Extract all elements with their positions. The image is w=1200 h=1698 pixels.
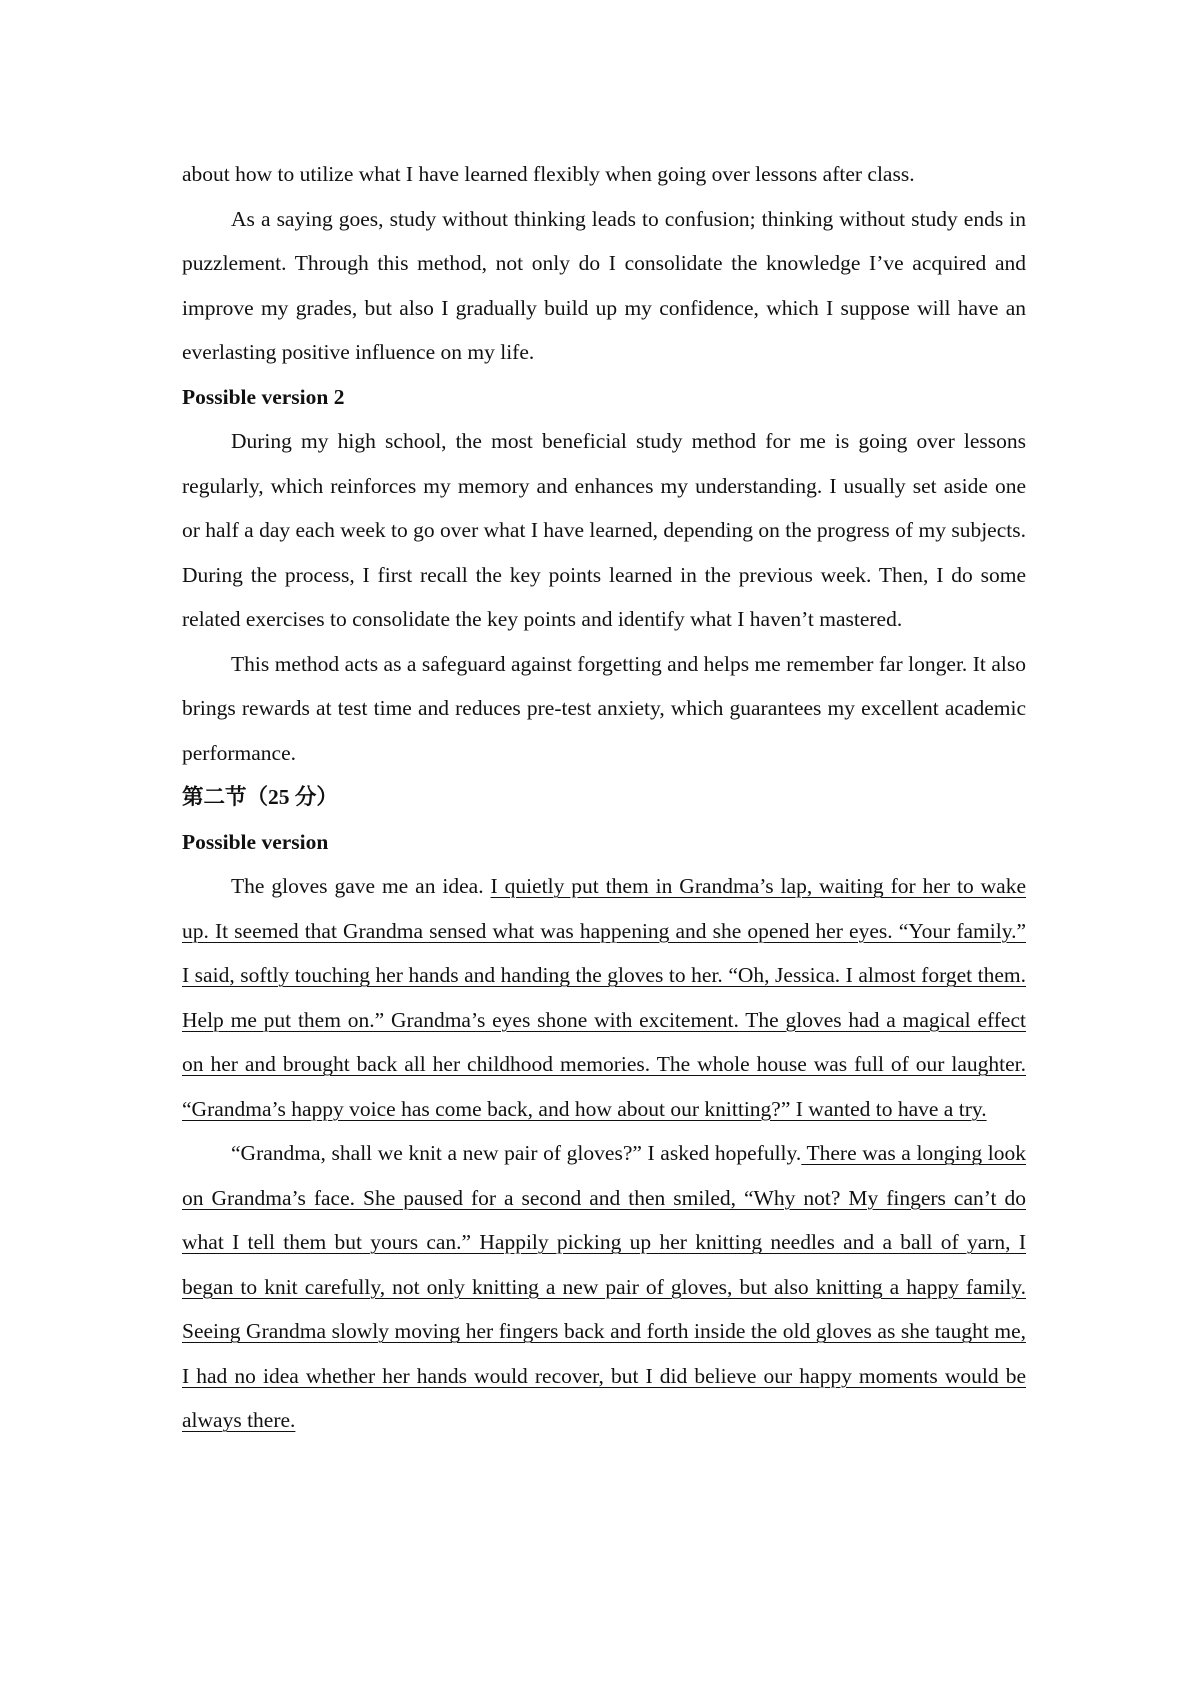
paragraph-safeguard (182, 642, 1026, 776)
underlined-text: There was a longing look on Grandma’s face. She paused for a second and then smiled, “Why not? My fingers can’t do what I tell them but yours can.” Happily picking up her knitting needles and a ball of yarn, I began to knit carefully, not only knitting a new pair of gloves, but also knitting a happy family. Seeing Grandma slowly moving her fingers back and forth inside the old gloves as she taught me, I had no idea whether her hands would recover, but I did believe our happy moments would be always there. (182, 1141, 1027, 1432)
heading-version-2: Possible version 2 (182, 384, 345, 409)
paragraph-text: As a saying goes, study without thinking leads to confusion; thinking without study ends in puzzlement. Through this method, not only do I consolidate the knowledge I’ve acquired and improve my grades, but also I gradually build up my confidence, which I suppose will have an everlasting positive influence on my life. (182, 206, 1026, 364)
paragraph-text: During my high school, the most beneficial study method for me is going over lessons regularly, which reinforces my memory and enhances my understanding. I usually set aside one or half a day each week to go over what I have learned, depending on the progress of my subjects. During the process, I first recall the key points learned in the previous week. Then, I do some related exercises to consolidate the key points and identify what I haven’t mastered. (182, 429, 1026, 631)
underlined-text: I quietly put them in Grandma’s lap, waiting for her to wake up. It seemed that Grandma sensed what was happening and she opened her eyes. “Your family.” I said, softly touching her hands and handing the gloves to her. “Oh, Jessica. I almost forget them. Help me put them on.” Grandma’s eyes shone with excitement. The gloves had a magical effect on her and brought back all her childhood memories. The whole house was full of our laughter. “Grandma’s happy voice has come back, and how about our knitting?” I wanted to have a try. (182, 874, 1026, 1121)
paragraph-gloves (182, 864, 1026, 1131)
paragraph-knit (182, 1131, 1026, 1443)
paragraph-continuation (182, 152, 1026, 197)
paragraph-text: about how to utilize what I have learned flexibly when going over lessons after class. (182, 162, 915, 186)
paragraph-study-method (182, 419, 1026, 642)
paragraph-text: This method acts as a safeguard against forgetting and helps me remember far longer. It also brings rewards at test time and reduces pre-test anxiety, which guarantees my excellent academic performance. (182, 651, 1026, 765)
paragraph-text: “Grandma, shall we knit a new pair of gloves?” I asked hopefully. (231, 1141, 802, 1165)
heading-possible-version: Possible version (182, 829, 329, 854)
paragraph-text: The gloves gave me an idea. (231, 874, 491, 898)
paragraph-saying (182, 197, 1026, 375)
document-page (182, 152, 1026, 1443)
section-title: 第二节（25 分） (182, 785, 338, 809)
